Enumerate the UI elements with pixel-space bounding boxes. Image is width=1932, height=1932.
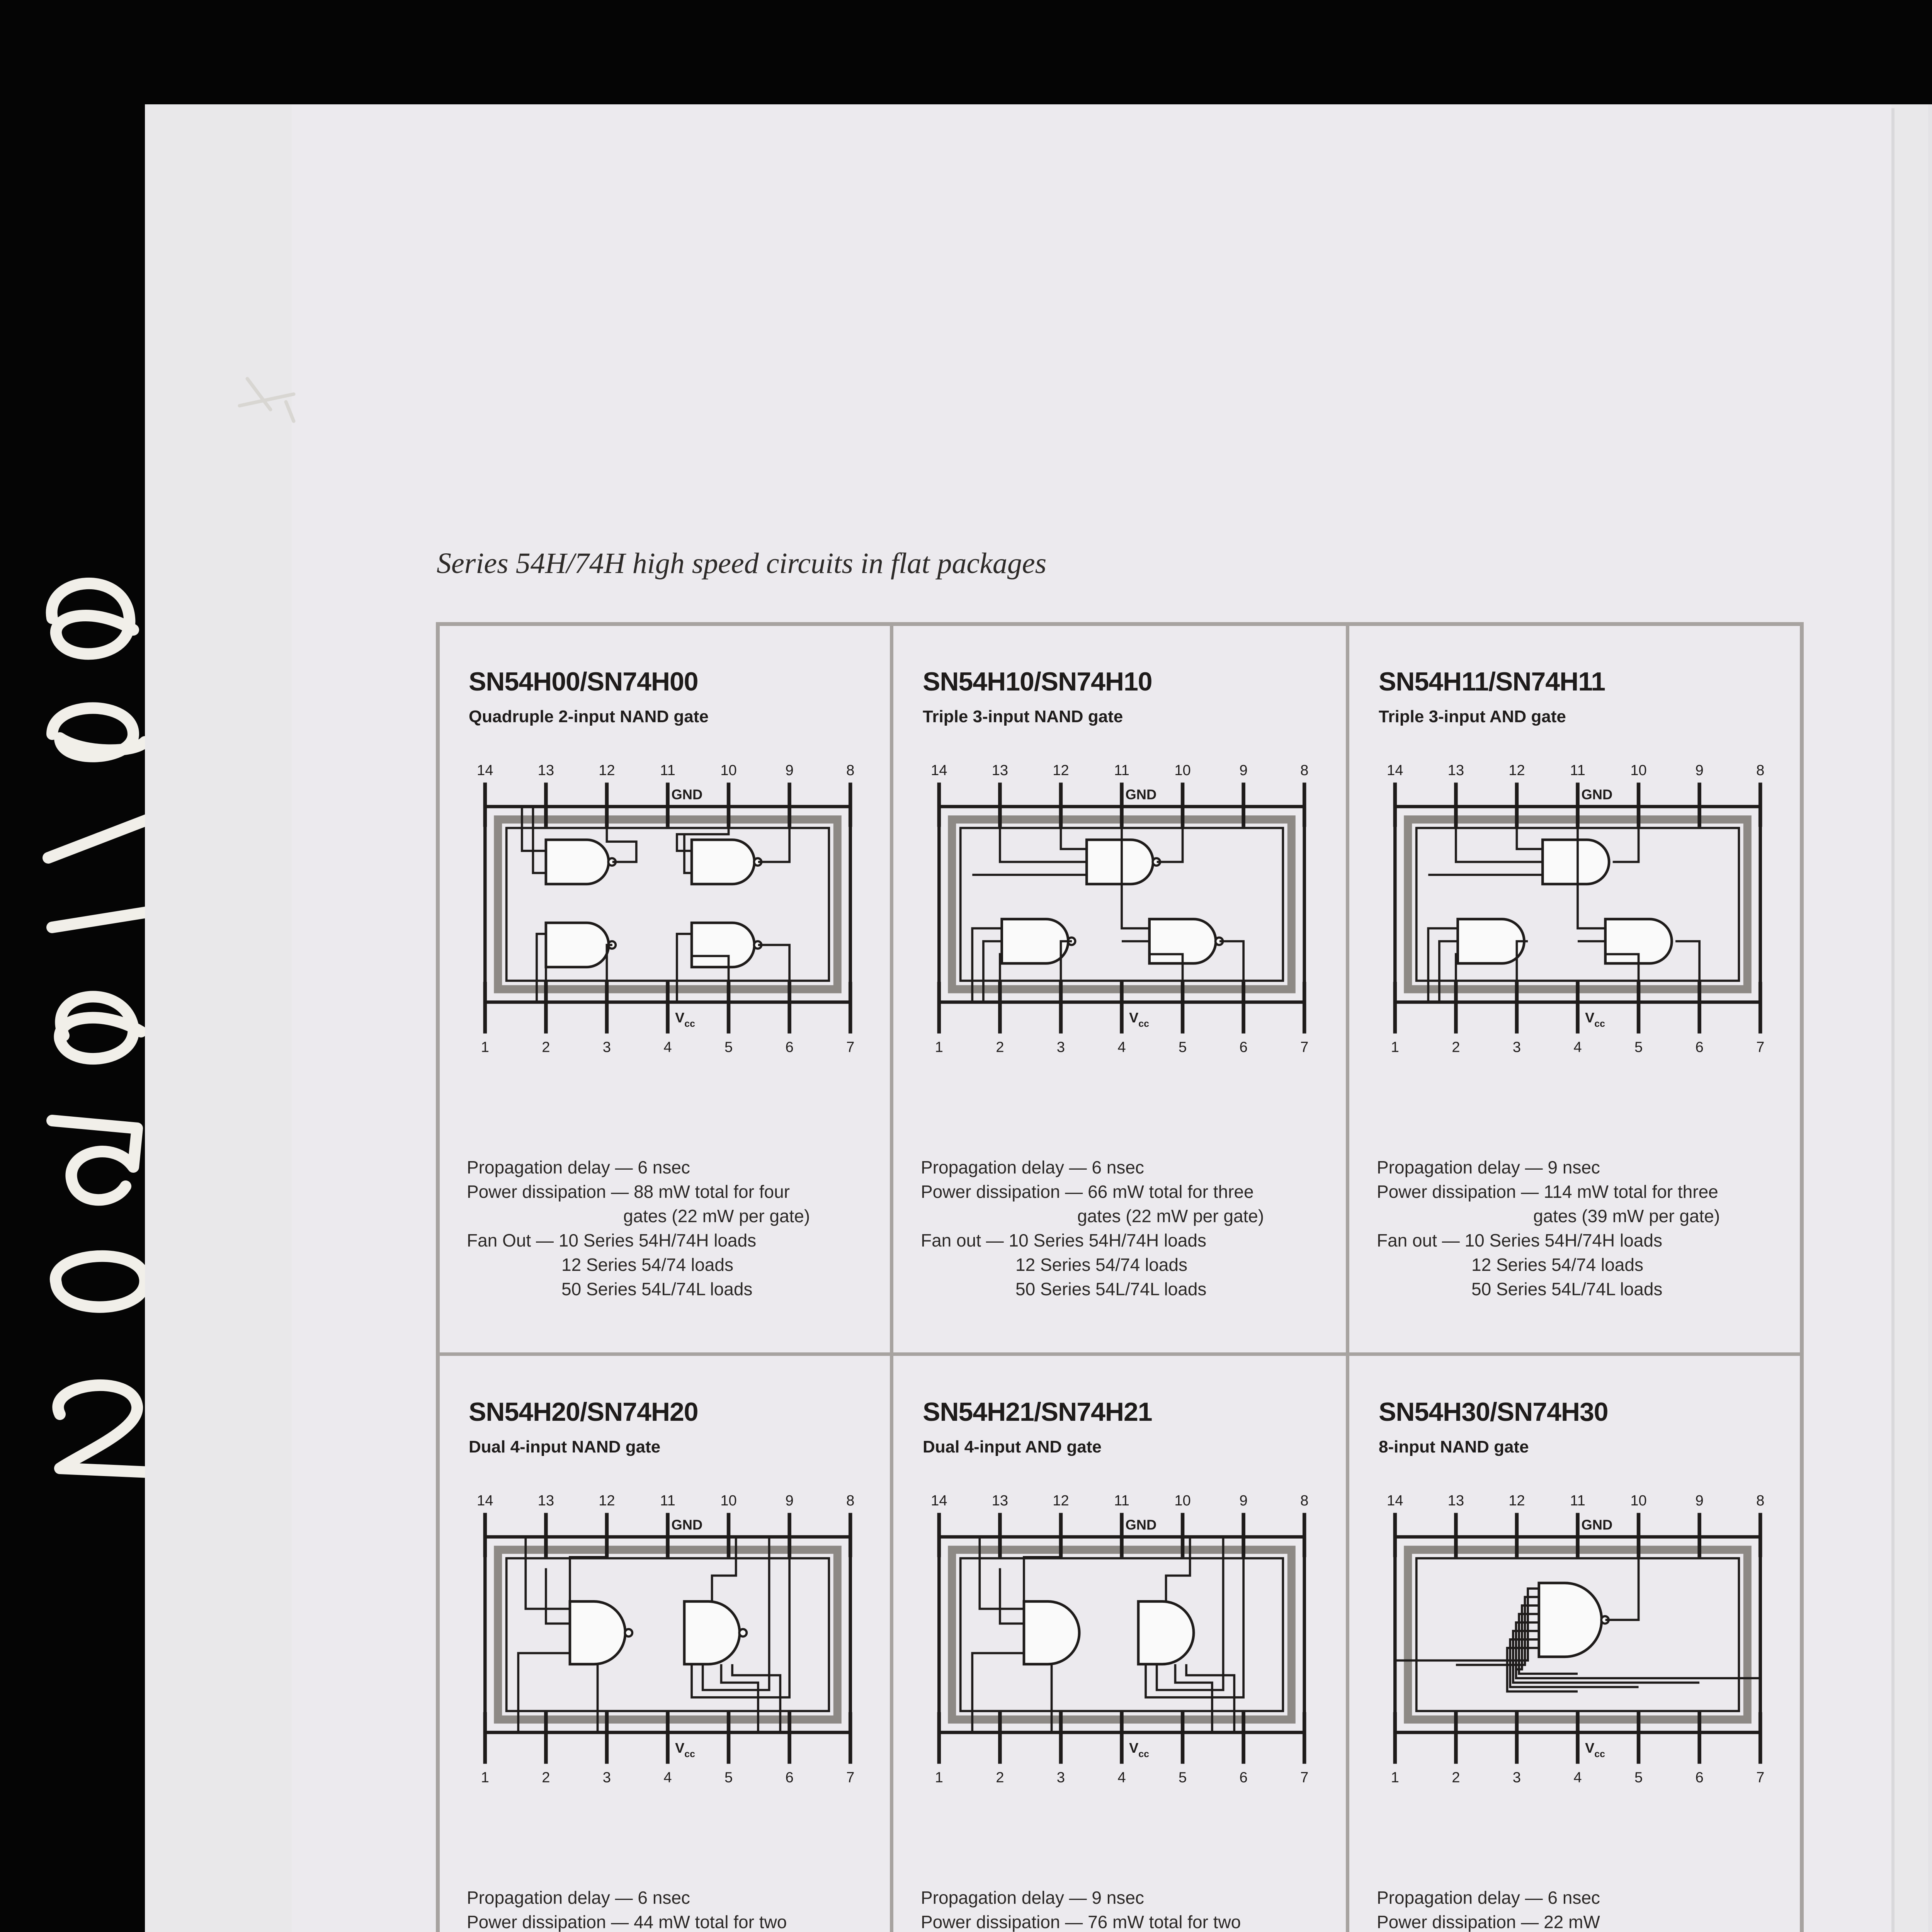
grid-divider-vertical-2	[1346, 626, 1349, 1932]
gates	[518, 1537, 789, 1732]
pin-number-top-8: 8	[1756, 762, 1765, 779]
gate-2	[684, 1602, 740, 1664]
part-number: SN54H11/SN74H11	[1379, 667, 1605, 696]
spec-fan-out-2: 12 Series 54/74 loads	[1015, 1255, 1187, 1275]
gates	[522, 806, 789, 1002]
pin-number-bottom-4: 4	[663, 1039, 672, 1056]
spec-power-dissipation: Power dissipation — 44 mW total for two	[467, 1912, 787, 1932]
spec-propagation-delay: Propagation delay — 6 nsec	[921, 1157, 1144, 1177]
pin-number-bottom-2: 2	[1452, 1039, 1460, 1056]
pin-number-top-13: 13	[1447, 762, 1464, 779]
pin-number-top-12: 12	[599, 762, 615, 779]
pin-number-top-8: 8	[1300, 762, 1309, 779]
gnd-label: GND	[671, 786, 703, 803]
pin-number-top-12: 12	[1509, 1492, 1525, 1509]
pin-number-top-14: 14	[931, 1492, 947, 1509]
power-rail	[498, 1550, 838, 1719]
circuit-grid	[436, 622, 1804, 1932]
wire-g4-output	[758, 945, 789, 1002]
power-rail	[952, 1550, 1292, 1719]
spec-fan-out-1: Fan out — 10 Series 54H/74H loads	[921, 1230, 1206, 1250]
part-number: SN54H10/SN74H10	[923, 667, 1152, 696]
spec-propagation-delay: Propagation delay — 6 nsec	[467, 1157, 690, 1177]
nand-gate-4	[692, 923, 754, 967]
pin-number-bottom-2: 2	[1452, 1769, 1460, 1786]
pin-number-top-11: 11	[660, 762, 675, 779]
pin-number-top-13: 13	[537, 762, 554, 779]
pin-number-top-8: 8	[846, 1492, 855, 1509]
vcc-label: $V_{cc}$	[675, 1740, 695, 1760]
pin-number-top-13: 13	[992, 762, 1009, 779]
grid-divider-horizontal	[440, 1352, 1800, 1356]
gnd-label: GND	[1581, 786, 1613, 803]
pin-number-top-10: 10	[1630, 1492, 1647, 1509]
wire-g2-output	[758, 806, 789, 862]
page-title: Series 54H/74H high speed circuits in flat packages	[437, 547, 1047, 580]
pin-number-top-14: 14	[477, 1492, 493, 1509]
pin-number-top-10: 10	[1174, 762, 1191, 779]
gate-2	[1458, 919, 1524, 964]
pin-number-top-14: 14	[931, 762, 947, 779]
pin-number-top-13: 13	[1447, 1492, 1464, 1509]
pinout-diagram	[463, 753, 872, 1063]
pin-number-bottom-5: 5	[1178, 1769, 1187, 1786]
pin-number-bottom-4: 4	[1573, 1039, 1582, 1056]
pin-number-bottom-6: 6	[785, 1769, 794, 1786]
spec-fan-out-2: 12 Series 54/74 loads	[561, 1255, 733, 1275]
spec-fan-out-2: 12 Series 54/74 loads	[1471, 1255, 1643, 1275]
pin-number-bottom-4: 4	[1573, 1769, 1582, 1786]
pinout-diagram	[917, 1484, 1327, 1793]
circuit-description: Triple 3-input AND gate	[1379, 707, 1566, 726]
pin-number-bottom-3: 3	[1056, 1769, 1065, 1786]
gate-1	[1087, 840, 1153, 884]
gates	[972, 806, 1243, 1002]
spec-propagation-delay: Propagation delay — 6 nsec	[467, 1888, 690, 1908]
pin-number-top-11: 11	[1114, 762, 1129, 779]
spec-propagation-delay: Propagation delay — 9 nsec	[921, 1888, 1144, 1908]
pin-number-bottom-5: 5	[724, 1769, 733, 1786]
vcc-label: $V_{cc}$	[1129, 1740, 1149, 1760]
pin-number-top-14: 14	[1387, 1492, 1403, 1509]
pin-number-top-9: 9	[1695, 762, 1704, 779]
pin-number-bottom-7: 7	[1756, 1769, 1765, 1786]
spec-block	[921, 1886, 1338, 1932]
spec-power-dissipation-cont: gates (22 mW per gate)	[1077, 1206, 1264, 1226]
pin-number-bottom-7: 7	[1300, 1039, 1309, 1056]
pin-number-bottom-6: 6	[1239, 1769, 1248, 1786]
spec-power-dissipation: Power dissipation — 66 mW total for three	[921, 1182, 1254, 1202]
pin-number-bottom-2: 2	[996, 1769, 1004, 1786]
circuit-cell-3	[1350, 626, 1802, 1352]
gate-1	[1024, 1602, 1079, 1664]
part-number: SN54H20/SN74H20	[469, 1397, 698, 1427]
nand-gate-3	[546, 923, 609, 967]
spec-fan-out-3: 50 Series 54L/74L loads	[1471, 1279, 1663, 1299]
pin-number-bottom-1: 1	[935, 1769, 943, 1786]
pin-number-bottom-7: 7	[846, 1769, 855, 1786]
pin-number-top-10: 10	[1630, 762, 1647, 779]
pin-number-bottom-5: 5	[1178, 1039, 1187, 1056]
spec-power-dissipation: Power dissipation — 22 mW	[1377, 1912, 1600, 1932]
pin-number-top-8: 8	[1300, 1492, 1309, 1509]
spec-fan-out-3: 50 Series 54L/74L loads	[561, 1279, 753, 1299]
pin-number-bottom-3: 3	[1056, 1039, 1065, 1056]
pin-number-top-9: 9	[1239, 762, 1248, 779]
gate-2	[1138, 1602, 1194, 1664]
pin-number-bottom-3: 3	[602, 1769, 611, 1786]
page-sheet-right-edge	[1928, 104, 1932, 1932]
gates	[1395, 1537, 1760, 1691]
gate-1	[570, 1602, 625, 1664]
spec-propagation-delay: Propagation delay — 6 nsec	[1377, 1888, 1600, 1908]
wire-g3-inputs	[1578, 806, 1639, 1002]
package-outline	[485, 1537, 850, 1732]
circuit-cell-5	[894, 1356, 1346, 1932]
pin-number-bottom-5: 5	[724, 1039, 733, 1056]
nand-gate-8-input	[1539, 1583, 1602, 1657]
spec-block	[467, 1886, 884, 1932]
pin-number-top-12: 12	[1509, 762, 1525, 779]
part-number: SN54H21/SN74H21	[923, 1397, 1152, 1427]
pin-number-bottom-4: 4	[663, 1769, 672, 1786]
package-outline	[485, 806, 850, 1002]
gnd-label: GND	[1125, 786, 1157, 803]
circuit-description: Triple 3-input NAND gate	[923, 707, 1123, 726]
pin-number-bottom-5: 5	[1634, 1039, 1643, 1056]
pinout-diagram	[1373, 1484, 1782, 1793]
pin-number-bottom-4: 4	[1117, 1039, 1126, 1056]
pin-number-bottom-3: 3	[602, 1039, 611, 1056]
vcc-label: $V_{cc}$	[1585, 1740, 1605, 1760]
circuit-description: Dual 4-input AND gate	[923, 1437, 1102, 1456]
pin-number-bottom-4: 4	[1117, 1769, 1126, 1786]
pin-number-bottom-7: 7	[1756, 1039, 1765, 1056]
pin-number-bottom-1: 1	[1391, 1039, 1399, 1056]
vcc-label: $V_{cc}$	[675, 1010, 695, 1029]
pin-number-top-13: 13	[537, 1492, 554, 1509]
pinout-diagram	[463, 1484, 872, 1793]
pin-number-top-11: 11	[1114, 1492, 1129, 1509]
pin-number-bottom-6: 6	[1695, 1769, 1704, 1786]
gates	[1428, 806, 1699, 1002]
spec-propagation-delay: Propagation delay — 9 nsec	[1377, 1157, 1600, 1177]
circuit-cell-6	[1350, 1356, 1802, 1932]
pin-number-top-8: 8	[1756, 1492, 1765, 1509]
pin-number-bottom-2: 2	[542, 1039, 550, 1056]
pin-number-top-9: 9	[785, 762, 794, 779]
pinout-diagram	[1373, 753, 1782, 1063]
spec-power-dissipation: Power dissipation — 76 mW total for two	[921, 1912, 1241, 1932]
part-number: SN54H30/SN74H30	[1379, 1397, 1608, 1427]
pin-number-bottom-7: 7	[1300, 1769, 1309, 1786]
pin-number-bottom-1: 1	[481, 1769, 489, 1786]
gnd-label: GND	[1125, 1517, 1157, 1533]
pin-number-bottom-3: 3	[1512, 1039, 1521, 1056]
pin-number-top-12: 12	[599, 1492, 615, 1509]
package-outline	[939, 1537, 1304, 1732]
nand-gate-1	[546, 840, 609, 884]
pin-number-top-12: 12	[1053, 762, 1069, 779]
wire-g3-output	[607, 945, 612, 1002]
pin-number-top-10: 10	[720, 762, 737, 779]
circuit-description: Quadruple 2-input NAND gate	[469, 707, 709, 726]
pin-number-top-9: 9	[1239, 1492, 1248, 1509]
spec-power-dissipation: Power dissipation — 88 mW total for four	[467, 1182, 790, 1202]
spec-block	[1377, 1886, 1794, 1932]
gates	[972, 1537, 1243, 1732]
spec-block	[1377, 1155, 1794, 1301]
circuit-description: Dual 4-input NAND gate	[469, 1437, 661, 1456]
wire-g1-output	[1157, 806, 1183, 862]
pin-number-bottom-1: 1	[481, 1039, 489, 1056]
pin-number-top-11: 11	[660, 1492, 675, 1509]
spec-power-dissipation-cont: gates (22 mW per gate)	[623, 1206, 810, 1226]
pin-number-top-10: 10	[1174, 1492, 1191, 1509]
pin-number-top-12: 12	[1053, 1492, 1069, 1509]
circuit-description: 8-input NAND gate	[1379, 1437, 1529, 1456]
circuit-cell-4	[440, 1356, 892, 1932]
pin-number-bottom-6: 6	[1239, 1039, 1248, 1056]
vcc-label: $V_{cc}$	[1585, 1010, 1605, 1029]
pin-number-top-10: 10	[720, 1492, 737, 1509]
spec-power-dissipation-cont: gates (39 mW per gate)	[1533, 1206, 1720, 1226]
pin-number-bottom-6: 6	[1695, 1039, 1704, 1056]
spec-block	[467, 1155, 884, 1301]
gate-2-bubble	[739, 1629, 747, 1636]
spec-fan-out-3: 50 Series 54L/74L loads	[1015, 1279, 1207, 1299]
pin-number-bottom-7: 7	[846, 1039, 855, 1056]
wire-g1-output	[1613, 806, 1639, 862]
pin-number-top-9: 9	[785, 1492, 794, 1509]
pin-number-top-14: 14	[477, 762, 493, 779]
gate-1-bubble	[625, 1629, 632, 1636]
circuit-cell-1	[440, 626, 892, 1352]
pin-number-bottom-3: 3	[1512, 1769, 1521, 1786]
pin-number-top-13: 13	[992, 1492, 1009, 1509]
part-number: SN54H00/SN74H00	[469, 667, 698, 696]
wire-g1-output	[607, 806, 636, 862]
spec-block	[921, 1155, 1338, 1301]
pin-number-top-8: 8	[846, 762, 855, 779]
pin-number-bottom-5: 5	[1634, 1769, 1643, 1786]
pin-number-top-11: 11	[1570, 762, 1585, 779]
pin-number-bottom-1: 1	[935, 1039, 943, 1056]
circuit-cell-2	[894, 626, 1346, 1352]
spec-fan-out-1: Fan Out — 10 Series 54H/74H loads	[467, 1230, 757, 1250]
pin-number-bottom-2: 2	[542, 1769, 550, 1786]
gnd-label: GND	[671, 1517, 703, 1533]
vcc-label: $V_{cc}$	[1129, 1010, 1149, 1029]
nand-gate-2	[692, 840, 754, 884]
gate-2	[1002, 919, 1068, 964]
pin-number-bottom-1: 1	[1391, 1769, 1399, 1786]
wire-g3-inputs	[1122, 806, 1183, 1002]
spec-fan-out-1: Fan out — 10 Series 54H/74H loads	[1377, 1230, 1662, 1250]
gnd-label: GND	[1581, 1517, 1613, 1533]
gate-1	[1543, 840, 1609, 884]
pinout-diagram	[917, 753, 1327, 1063]
pin-number-top-11: 11	[1570, 1492, 1585, 1509]
spec-power-dissipation: Power dissipation — 114 mW total for three	[1377, 1182, 1718, 1202]
pin-number-bottom-2: 2	[996, 1039, 1004, 1056]
pin-number-top-14: 14	[1387, 762, 1403, 779]
pin-number-top-9: 9	[1695, 1492, 1704, 1509]
pin-number-bottom-6: 6	[785, 1039, 794, 1056]
